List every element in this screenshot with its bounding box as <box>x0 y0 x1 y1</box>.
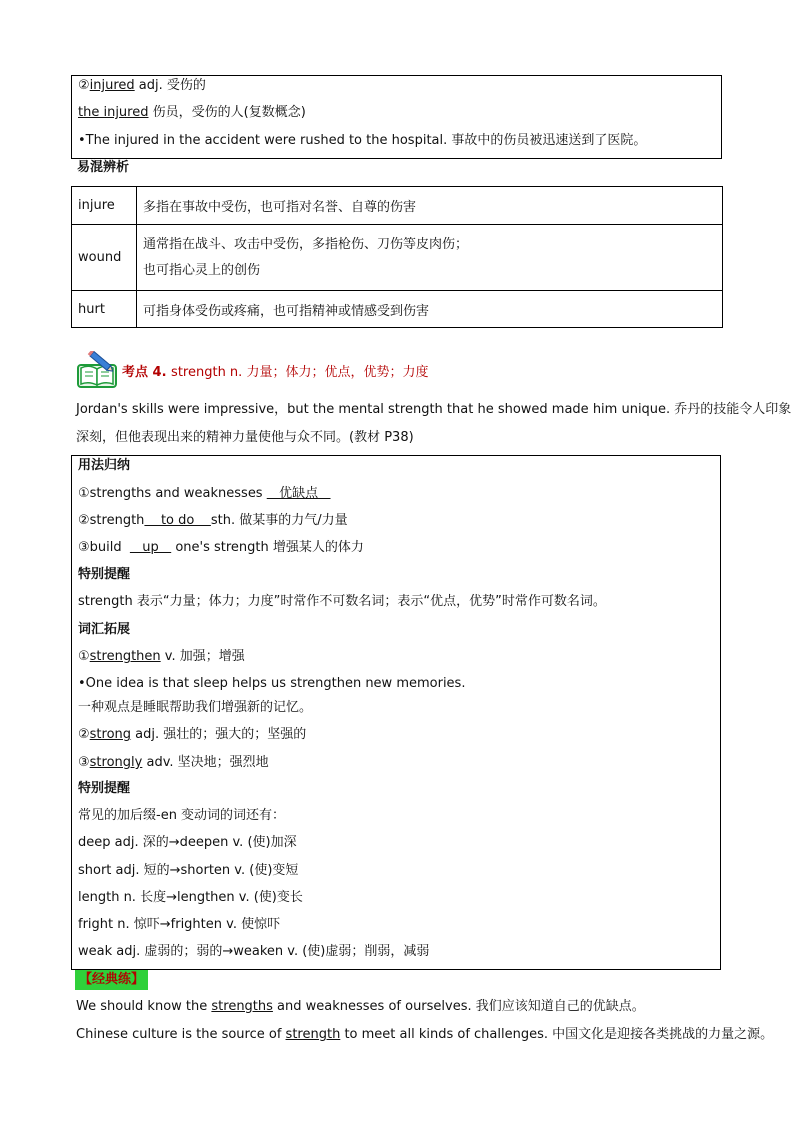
confusion-table <box>71 186 723 328</box>
usage-item-2 <box>78 511 348 531</box>
ext-1-word: strengthen <box>89 649 161 664</box>
ext-3-word: strongly <box>89 755 143 770</box>
the-injured-phrase: the injured <box>78 105 149 120</box>
injured-box <box>71 75 722 159</box>
usage-3-answer: up <box>129 540 172 555</box>
usage-box <box>71 455 721 970</box>
table-desc-line1: 通常指在战斗、攻击中受伤，多指枪伤、刀伤等皮肉伤； <box>143 236 469 252</box>
the-injured-meaning: 伤员，受伤的人(复数概念) <box>148 105 306 120</box>
injured-line <box>78 76 206 96</box>
table-desc-line2: 也可指心灵上的创伤 <box>143 262 261 278</box>
usage-2-rest: sth. 做某事的力气/力量 <box>210 513 348 528</box>
the-injured-line <box>78 103 306 123</box>
tip-text: strength 表示“力量；体力；力度”时常作不可数名词；表示“优点，优势”时常作可数名词。 <box>78 594 606 609</box>
ext-item-3 <box>78 753 269 773</box>
practice-label: 【经典练】 <box>75 970 148 990</box>
tip-title: 特别提醒 <box>78 567 131 582</box>
usage-item-1 <box>78 484 331 504</box>
kaodian-label: 考点 4. <box>122 365 172 380</box>
injured-meaning: adj. 受伤的 <box>134 78 206 93</box>
ext-1-example-cn: 一种观点是睡眠帮助我们增强新的记忆。 <box>78 700 313 715</box>
ext-3-meaning: adv. 坚决地；强烈地 <box>142 755 269 770</box>
ext-2-meaning: adj. 强壮的；强大的；坚强的 <box>131 727 307 742</box>
table-word: hurt <box>72 291 137 328</box>
tip2-title: 特别提醒 <box>78 781 131 796</box>
table-desc <box>137 225 723 291</box>
ext-item-2 <box>78 725 306 745</box>
ext-2-num: ② <box>78 727 90 742</box>
confusion-title: 易混辨析 <box>77 160 130 175</box>
ext-1-example-en: •One idea is that sleep helps us strengthen new memories. <box>78 676 466 691</box>
practice-1-c: and weaknesses of ourselves. 我们应该知道自己的优缺点。 <box>272 999 645 1014</box>
tip2-text: 常见的加后缀-en 变动词的词还有： <box>78 808 286 823</box>
en-word-line: weak adj. 虚弱的；弱的→weaken v. (使)虚弱；削弱，减弱 <box>78 944 430 959</box>
usage-3-text: ③build <box>78 540 130 555</box>
ext-item-1 <box>78 647 245 667</box>
table-row <box>72 291 723 328</box>
practice-1-a: We should know the <box>76 999 212 1014</box>
book-pencil-icon <box>77 351 117 389</box>
usage-item-3 <box>78 538 364 558</box>
practice-sentence-1 <box>76 997 645 1017</box>
usage-3-rest: one's strength 增强某人的体力 <box>171 540 364 555</box>
table-desc: 可指身体受伤或疼痛，也可指精神或情感受到伤害 <box>137 291 723 328</box>
kaodian-heading <box>122 363 428 383</box>
en-word-line: short adj. 短的→shorten v. (使)变短 <box>78 863 299 878</box>
practice-2-c: to meet all kinds of challenges. 中国文化是迎接各类挑战的力量之源。 <box>340 1027 774 1042</box>
intro-line2: 深刻，但他表现出来的精神力量使他与众不同。(教材 P38) <box>76 430 414 445</box>
injured-word: injured <box>89 78 135 93</box>
usage-2-answer: to do <box>144 513 211 528</box>
table-row <box>72 225 723 291</box>
ext-1-meaning: v. 加强；增强 <box>160 649 245 664</box>
table-word: injure <box>72 187 137 225</box>
ext-3-num: ③ <box>78 755 90 770</box>
injured-example: •The injured in the accident were rushed to the hospital. 事故中的伤员被迅速送到了医院。 <box>78 133 647 148</box>
en-word-line: deep adj. 深的→deepen v. (使)加深 <box>78 835 297 850</box>
kaodian-text: strength n. 力量；体力；优点，优势；力度 <box>171 365 429 380</box>
table-row <box>72 187 723 225</box>
practice-2-a: Chinese culture is the source of <box>76 1027 286 1042</box>
en-word-line: fright n. 惊吓→frighten v. 使惊吓 <box>78 917 281 932</box>
en-word-line: length n. 长度→lengthen v. (使)变长 <box>78 890 303 905</box>
ext-title: 词汇拓展 <box>78 622 131 637</box>
ext-1-num: ① <box>78 649 90 664</box>
intro-line1: Jordan's skills were impressive，but the mental strength that he showed made him unique. 乔丹的技能令人印象 <box>76 402 792 417</box>
practice-2-answer: strength <box>285 1027 341 1042</box>
usage-1-answer: 优缺点 <box>266 486 331 501</box>
practice-1-answer: strengths <box>211 999 273 1014</box>
usage-1-text: ①strengths and weaknesses <box>78 486 267 501</box>
usage-title: 用法归纳 <box>78 458 131 473</box>
table-desc: 多指在事故中受伤，也可指对名誉、自尊的伤害 <box>137 187 723 225</box>
table-word: wound <box>72 225 137 291</box>
ext-2-word: strong <box>89 727 132 742</box>
practice-sentence-2 <box>76 1025 773 1045</box>
num-2: ② <box>78 78 90 93</box>
usage-2-text: ②strength <box>78 513 145 528</box>
